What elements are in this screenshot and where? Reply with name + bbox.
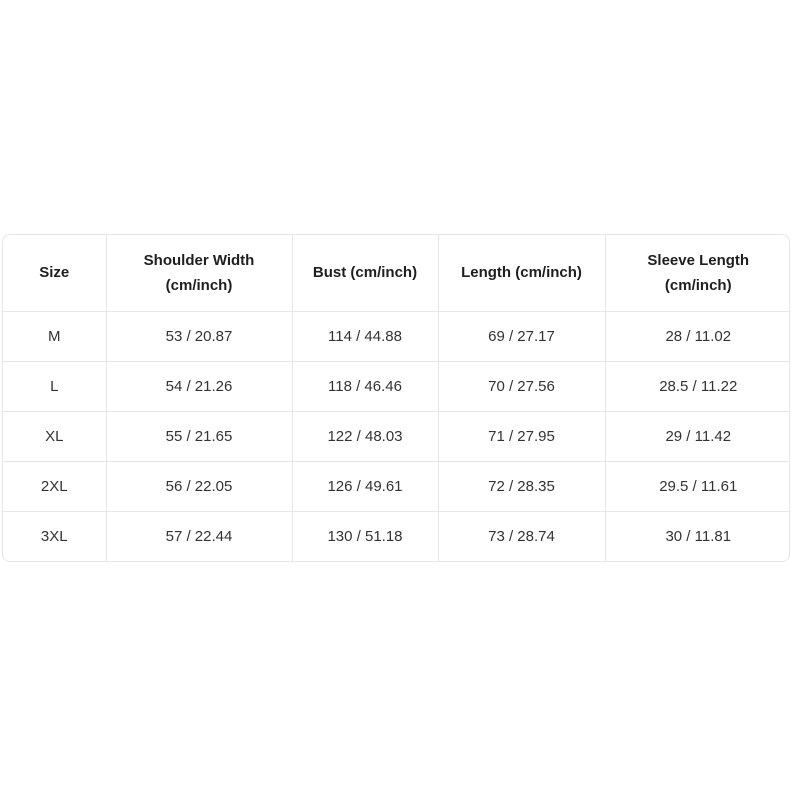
cell-sleeve-length: 29.5 / 11.61 (605, 461, 790, 511)
cell-shoulder-width: 55 / 21.65 (106, 411, 292, 461)
cell-sleeve-length: 28.5 / 11.22 (605, 361, 790, 411)
table-row (3, 461, 790, 511)
table-row (3, 311, 790, 361)
header-bust-label: Bust (cm/inch) (312, 264, 418, 282)
header-shoulder-width-unit: (cm/inch) (165, 276, 233, 294)
cell-bust: 114 / 44.88 (292, 311, 438, 361)
table-row (3, 411, 790, 461)
cell-shoulder-width: 53 / 20.87 (106, 311, 292, 361)
cell-size: 3XL (3, 511, 106, 561)
cell-length: 69 / 27.17 (438, 311, 605, 361)
cell-length: 71 / 27.95 (438, 411, 605, 461)
table-row (3, 511, 790, 561)
cell-sleeve-length: 30 / 11.81 (665, 527, 732, 545)
header-shoulder-width-label: Shoulder Width (143, 251, 255, 269)
header-sleeve-length (605, 235, 790, 311)
size-chart (2, 234, 790, 562)
cell-size: M (3, 311, 106, 361)
cell-bust: 130 / 51.18 (292, 511, 438, 561)
cell-shoulder-width: 57 / 22.44 (106, 511, 292, 561)
size-chart-table (3, 235, 790, 561)
header-sleeve-length-label: Sleeve Length (647, 251, 750, 269)
cell-size: 2XL (3, 461, 106, 511)
cell-length: 73 / 28.74 (438, 511, 605, 561)
table-row (3, 361, 790, 411)
cell-size: XL (3, 411, 106, 461)
cell-size: L (3, 361, 106, 411)
header-shoulder-width (106, 235, 292, 311)
cell-length: 70 / 27.56 (438, 361, 605, 411)
cell-sleeve-length: 29 / 11.42 (605, 411, 790, 461)
cell-shoulder-width: 54 / 21.26 (106, 361, 292, 411)
cell-bust: 126 / 49.61 (292, 461, 438, 511)
header-row (3, 235, 790, 311)
header-size (3, 235, 106, 311)
header-length-label: Length (cm/inch) (461, 264, 582, 282)
cell-length: 72 / 28.35 (438, 461, 605, 511)
cell-shoulder-width: 56 / 22.05 (106, 461, 292, 511)
cell-bust: 118 / 46.46 (292, 361, 438, 411)
header-length (438, 235, 605, 311)
header-sleeve-length-unit: (cm/inch) (664, 276, 732, 294)
cell-sleeve-length: 28 / 11.02 (605, 311, 790, 361)
cell-bust: 122 / 48.03 (292, 411, 438, 461)
header-size-label: Size (39, 264, 70, 282)
header-bust (292, 235, 438, 311)
